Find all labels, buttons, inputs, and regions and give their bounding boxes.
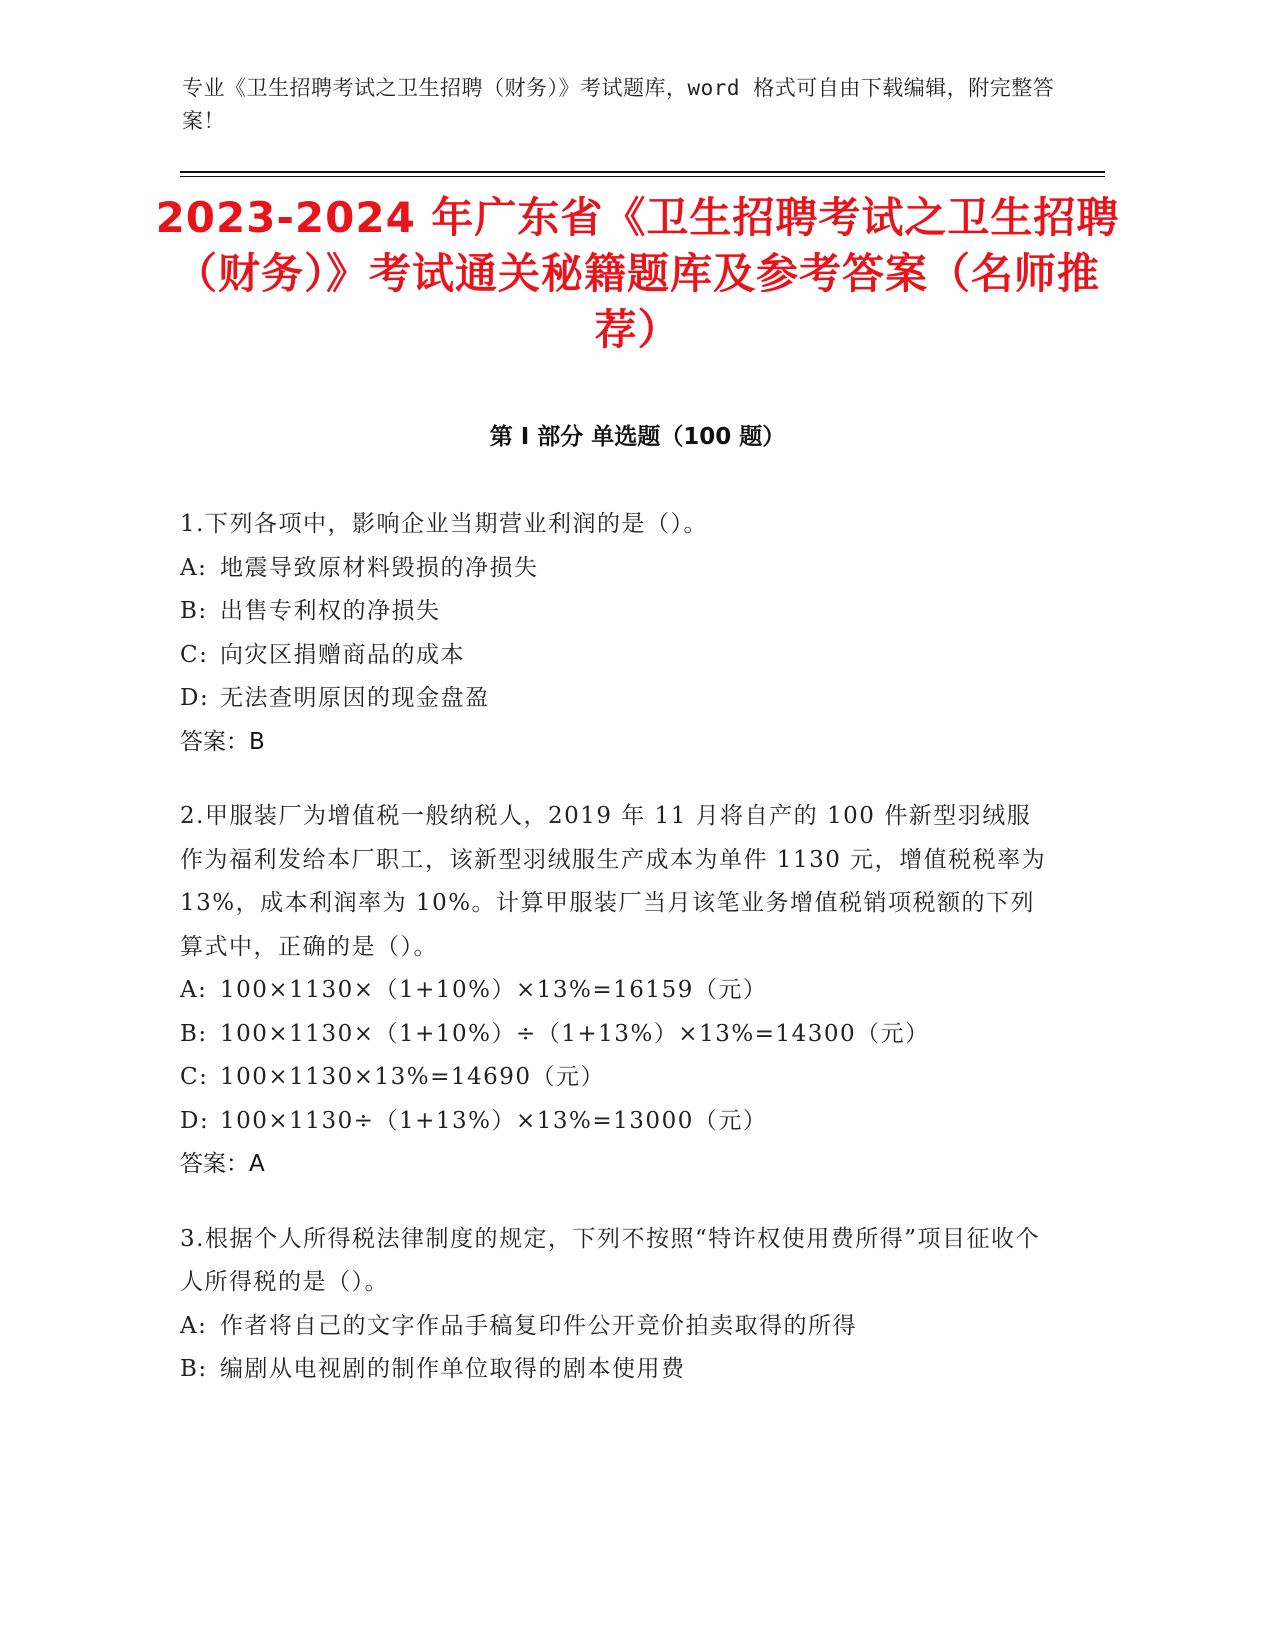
option-text: 100×1130÷（1+13%）×13%=13000（元） <box>220 1107 768 1134</box>
question-2 <box>180 795 1050 1187</box>
option-text: 100×1130×13%=14690（元） <box>220 1064 606 1090</box>
option-d <box>180 677 1050 721</box>
question-stem: 2.甲服装厂为增值税一般纳税人，2019 年 11 月将自产的 100 件新型羽绒服作为福利发给本厂职工，该新型羽绒服生产成本为单件 1130 元，增值税税率为 13%，成本利润率为 10%。计算甲服装厂当月该笔业务增值税销项税额的下列算式中，正确的是（）。 <box>180 803 1047 960</box>
option-key: C: <box>180 1064 209 1090</box>
option-key: D: <box>180 685 210 711</box>
document-title: 2023-2024 年广东省《卫生招聘考试之卫生招聘（财务）》考试通关秘籍题库及参考答案（名师推荐） <box>155 193 1120 354</box>
question-answer: 答案：B <box>180 728 265 755</box>
option-key: B: <box>180 598 208 624</box>
option-text: 地震导致原材料毁损的净损失 <box>220 554 539 581</box>
question-list <box>180 503 1050 1423</box>
option-d <box>180 1100 1050 1144</box>
option-a <box>180 969 1050 1013</box>
header-divider-thin <box>180 176 1105 177</box>
section-title: 第 I 部分 单选题（100 题） <box>489 424 786 450</box>
option-c <box>180 634 1050 678</box>
option-key: B: <box>180 1356 208 1382</box>
question-3 <box>180 1218 1050 1392</box>
question-stem: 1.下列各项中，影响企业当期营业利润的是（）。 <box>180 511 708 537</box>
option-c <box>180 1056 1050 1100</box>
option-text: 编剧从电视剧的制作单位取得的剧本使用费 <box>220 1356 686 1382</box>
option-text: 作者将自己的文字作品手稿复印件公开竞价拍卖取得的所得 <box>220 1312 857 1339</box>
option-key: A: <box>180 977 208 1003</box>
option-text: 100×1130×（1+10%）÷（1+13%）×13%=14300（元） <box>220 1020 930 1047</box>
question-1 <box>180 503 1050 764</box>
option-text: 100×1130×（1+10%）×13%=16159（元） <box>220 977 768 1003</box>
option-key: C: <box>180 641 209 668</box>
option-key: A: <box>180 1312 208 1339</box>
question-stem: 3.根据个人所得税法律制度的规定，下列不按照“特许权使用费所得”项目征收个人所得税的是（）。 <box>180 1225 1040 1295</box>
option-key: A: <box>180 554 208 581</box>
option-a <box>180 547 1050 591</box>
option-b <box>180 590 1050 634</box>
option-a <box>180 1305 1050 1349</box>
option-b <box>180 1013 1050 1057</box>
question-answer: 答案：A <box>180 1151 265 1177</box>
option-text: 出售专利权的净损失 <box>220 598 441 624</box>
option-text: 无法查明原因的现金盘盈 <box>220 685 490 711</box>
option-key: B: <box>180 1020 208 1047</box>
option-text: 向灾区捐赠商品的成本 <box>220 641 465 668</box>
header-divider-thick <box>180 171 1105 173</box>
header-note: 专业《卫生招聘考试之卫生招聘（财务）》考试题库，word 格式可自由下载编辑，附完整答案！ <box>182 76 1055 133</box>
option-b <box>180 1348 1050 1392</box>
option-key: D: <box>180 1107 210 1134</box>
